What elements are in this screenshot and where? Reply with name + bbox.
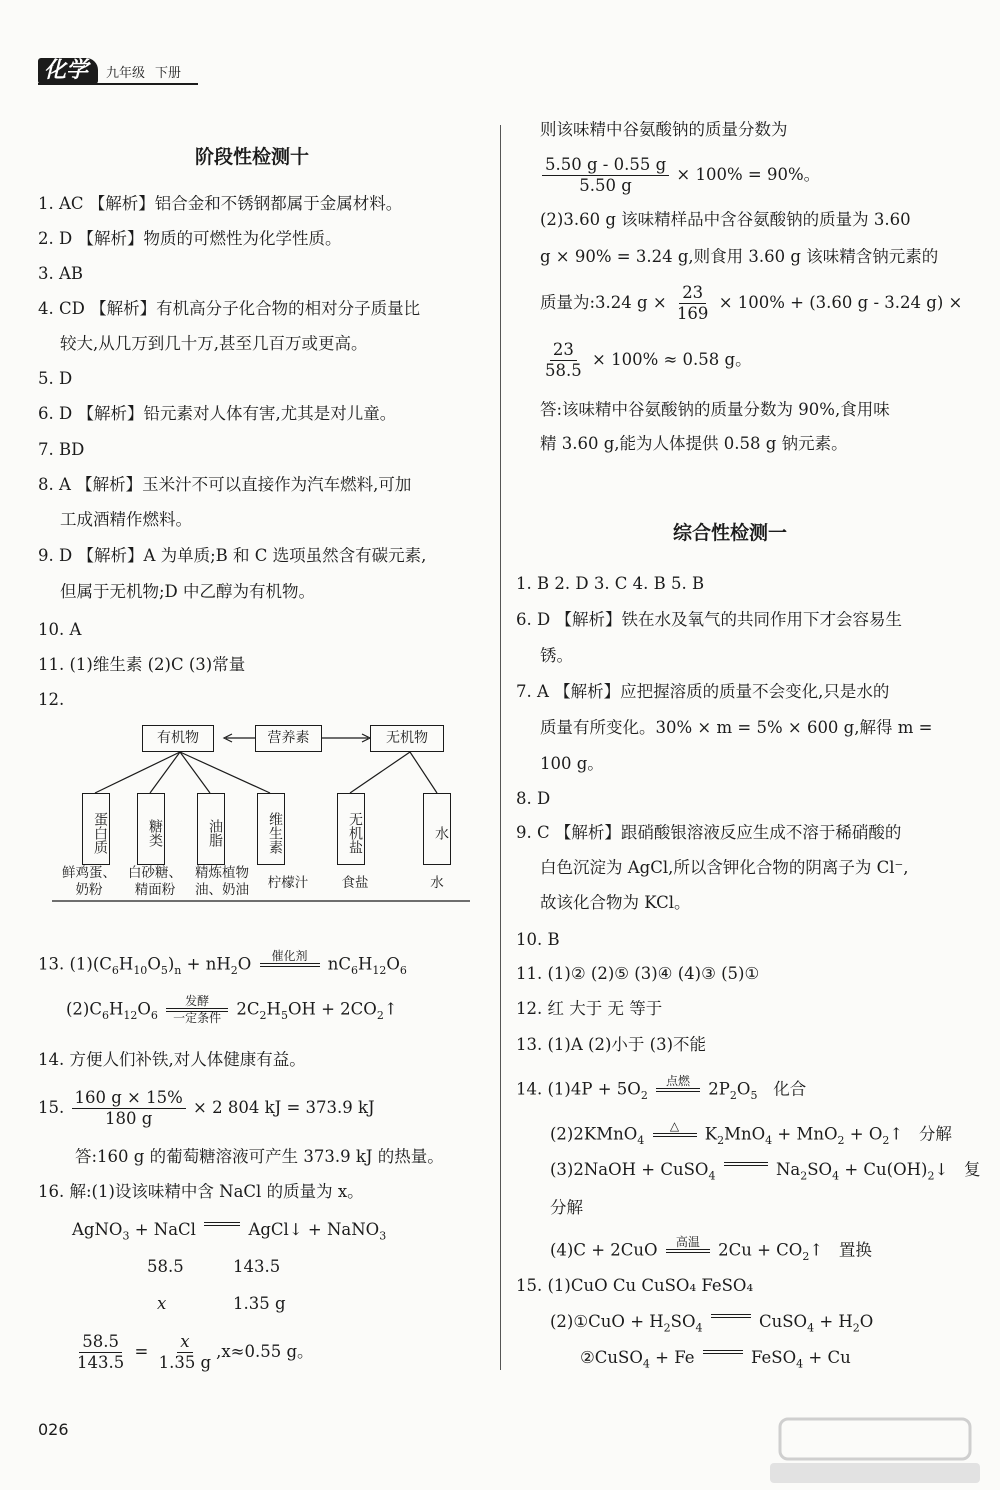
s-answer-13: 13. (1)A (2)小于 (3)不能 [516,1035,707,1054]
example-protein: 鲜鸡蛋、奶粉 [62,865,116,898]
s-answer-9-cont: 白色沉淀为 AgCl,所以含钾化合物的阴离子为 Cl⁻, [540,858,909,877]
answer-7: 7. BD [38,440,85,459]
book-label: 下册 [155,65,182,81]
answer-13-eq1: 13. $(1)(C_6H_{10}O_5)_n + nH_2O$ 催化剂 $nC_6H_{12}O_6$ [38,949,407,977]
grade-label: 九年级 [106,65,146,81]
answer-9: 9. D 【解析】A 为单质;B 和 C 选项虽然含有碳元素, [38,546,427,565]
answer-5: 5. D [38,369,73,388]
s-answer-7-cont2: 100 g。 [540,754,604,773]
r-sodium-mass: 质量为:3.24 g × $\frac{23}{169}$ × 100% + (3.60 g - 3.24 g) × [540,283,963,323]
box-vitamin: 维生素 [257,793,285,865]
answer-12: 12. [38,690,65,709]
box-water: 水 [423,793,451,865]
box-protein: 蛋白质 [82,793,110,865]
answer-15-ans: 答:160 g 的葡萄糖溶液可产生 373.9 kJ 的热量。 [75,1147,444,1166]
answer-16-given: 1.35 g [233,1294,286,1313]
answer-16: 16. 解:(1)设该味精中含 NaCl 的质量为 x。 [38,1182,364,1201]
s-answer-7: 7. A 【解析】应把握溶质的质量不会变化,只是水的 [516,682,890,701]
answer-2: 2. D 【解析】物质的可燃性为化学性质。 [38,229,342,248]
example-water: 水 [430,875,444,891]
answer-1: 1. AC 【解析】铝合金和不锈钢都属于金属材料。 [38,194,403,213]
s-answer-1-5: 1. B 2. D 3. C 4. B 5. B [516,574,705,593]
answer-16-x: x [157,1294,167,1313]
s-answer-7-cont: 质量有所变化。30% × m = 5% × 600 g,解得 m = [540,718,933,737]
section-title-comprehensive-one: 综合性检测一 [673,522,788,544]
answer-11: 11. (1)维生素 (2)C (3)常量 [38,655,246,674]
answer-6: 6. D 【解析】铅元素对人体有害,尤其是对儿童。 [38,404,397,423]
answer-9-cont: 但属于无机物;D 中乙醇为有机物。 [60,582,316,601]
s-answer-14-2: (2)2KMnO$_4$ △ $K_2MnO_4 + MnO_2$ + $O_2↑$ 分解 [550,1119,952,1147]
column-divider [500,125,501,1370]
s-answer-14-3-cont: 分解 [550,1198,583,1217]
answer-16-proportion: $\frac{58.5}{143.5}$ = $\frac{x}{1.35 g}$ ,x≈0.55 g。 [77,1332,314,1372]
nutrient-tree-lines [0,0,500,920]
answer-16-mass-b: 143.5 [233,1257,281,1276]
page-number: 026 [38,1420,69,1439]
r-line-3: (2)3.60 g 该味精样品中含谷氨酸钠的质量为 3.60 [540,210,911,229]
answer-16-mass-a: 58.5 [147,1257,184,1276]
example-salt: 食盐 [341,875,369,891]
answer-8: 8. A 【解析】玉米汁不可以直接作为汽车燃料,可加 [38,475,412,494]
answer-4: 4. CD 【解析】有机高分子化合物的相对分子质量比 [38,299,421,318]
subject-title: 化学 [38,58,98,84]
s-answer-12: 12. 红 大于 无 等于 [516,999,663,1018]
section-title-stage-ten: 阶段性检测十 [195,146,310,168]
answer-16-eq: AgNO$_3$ + NaCl AgCl↓ + NaNO$_3$ [72,1220,387,1243]
s-answer-6: 6. D 【解析】铁在水及氧气的共同作用下才会容易生 [516,610,902,629]
r-sodium-mass-cont: $\frac{23}{58.5}$ × 100% ≈ 0.58 g。 [545,340,752,380]
r-answer-1: 答:该味精中谷氨酸钠的质量分数为 90%,食用味 [540,400,890,419]
s-answer-14-4: (4)C + 2CuO 高温 $2Cu + CO_2↑$ 置换 [550,1235,872,1263]
example-sugar: 白砂糖、精面粉 [128,865,182,898]
box-nutrient: 营养素 [255,725,322,752]
s-answer-9: 9. C 【解析】跟硝酸银溶液反应生成不溶于稀硝酸的 [516,823,902,842]
box-sugar: 糖类 [137,793,165,865]
r-line-1: 则该味精中谷氨酸钠的质量分数为 [540,120,788,139]
example-vitamin: 柠檬汁 [267,875,309,891]
r-answer-2: 精 3.60 g,能为人体提供 0.58 g 钠元素。 [540,434,848,453]
answer-8-cont: 工成酒精作燃料。 [60,510,192,529]
watermark-logo-icon [760,1415,980,1485]
answer-4-cont: 较大,从几万到几十万,甚至几百万或更高。 [60,334,368,353]
s-answer-14-3: (3)2NaOH + CuSO$_4$ $Na_2SO_4$ + $Cu(OH)_2↓$ 复 [550,1160,981,1183]
s-answer-9-cont2: 故该化合物为 KCl。 [540,893,691,912]
answer-14: 14. 方便人们补铁,对人体健康有益。 [38,1050,306,1069]
r-line-4: g × 90% = 3.24 g,则食用 3.60 g 该味精含钠元素的 [540,247,939,266]
s-answer-14-1: 14. $(1)4P + 5O_2$ 点燃 $2P_2O_5$ 化合 [516,1074,807,1102]
answer-13-eq2: $(2)C_6H_{12}O_6$ 发酵 一定条件 $2C_2H_5OH$ + $2CO_2↑$ [66,994,398,1025]
s-answer-11: 11. (1)② (2)⑤ (3)④ (4)③ (5)① [516,964,760,983]
s-answer-6-cont: 锈。 [540,646,573,665]
answer-15-formula: 15. $\frac{160 g \times 15\%}{180 g}$ × 2 804 kJ = 373.9 kJ [38,1088,375,1128]
box-organic: 有机物 [142,725,214,752]
s-answer-15-2: (2)①CuO + $H_2SO_4$ CuSO$_4$ + $H_2O$ [550,1312,874,1335]
box-inorganic: 无机物 [370,725,444,752]
s-answer-15-3: ②CuSO$_4$ + Fe FeSO$_4$ + Cu [580,1348,851,1371]
s-answer-15-1: 15. (1)CuO Cu CuSO₄ FeSO₄ [516,1276,754,1295]
s-answer-8: 8. D [516,789,551,808]
r-sodium-glutamate-fraction: $\frac{5.50 g - 0.55 g}{5.50 g}$ × 100% = 90%。 [540,155,820,196]
box-fat: 油脂 [197,793,225,865]
example-fat: 精炼植物油、奶油 [195,865,249,898]
answer-3: 3. AB [38,264,84,283]
s-answer-10: 10. B [516,930,560,949]
box-salt: 无机盐 [337,793,365,865]
answer-10: 10. A [38,620,82,639]
